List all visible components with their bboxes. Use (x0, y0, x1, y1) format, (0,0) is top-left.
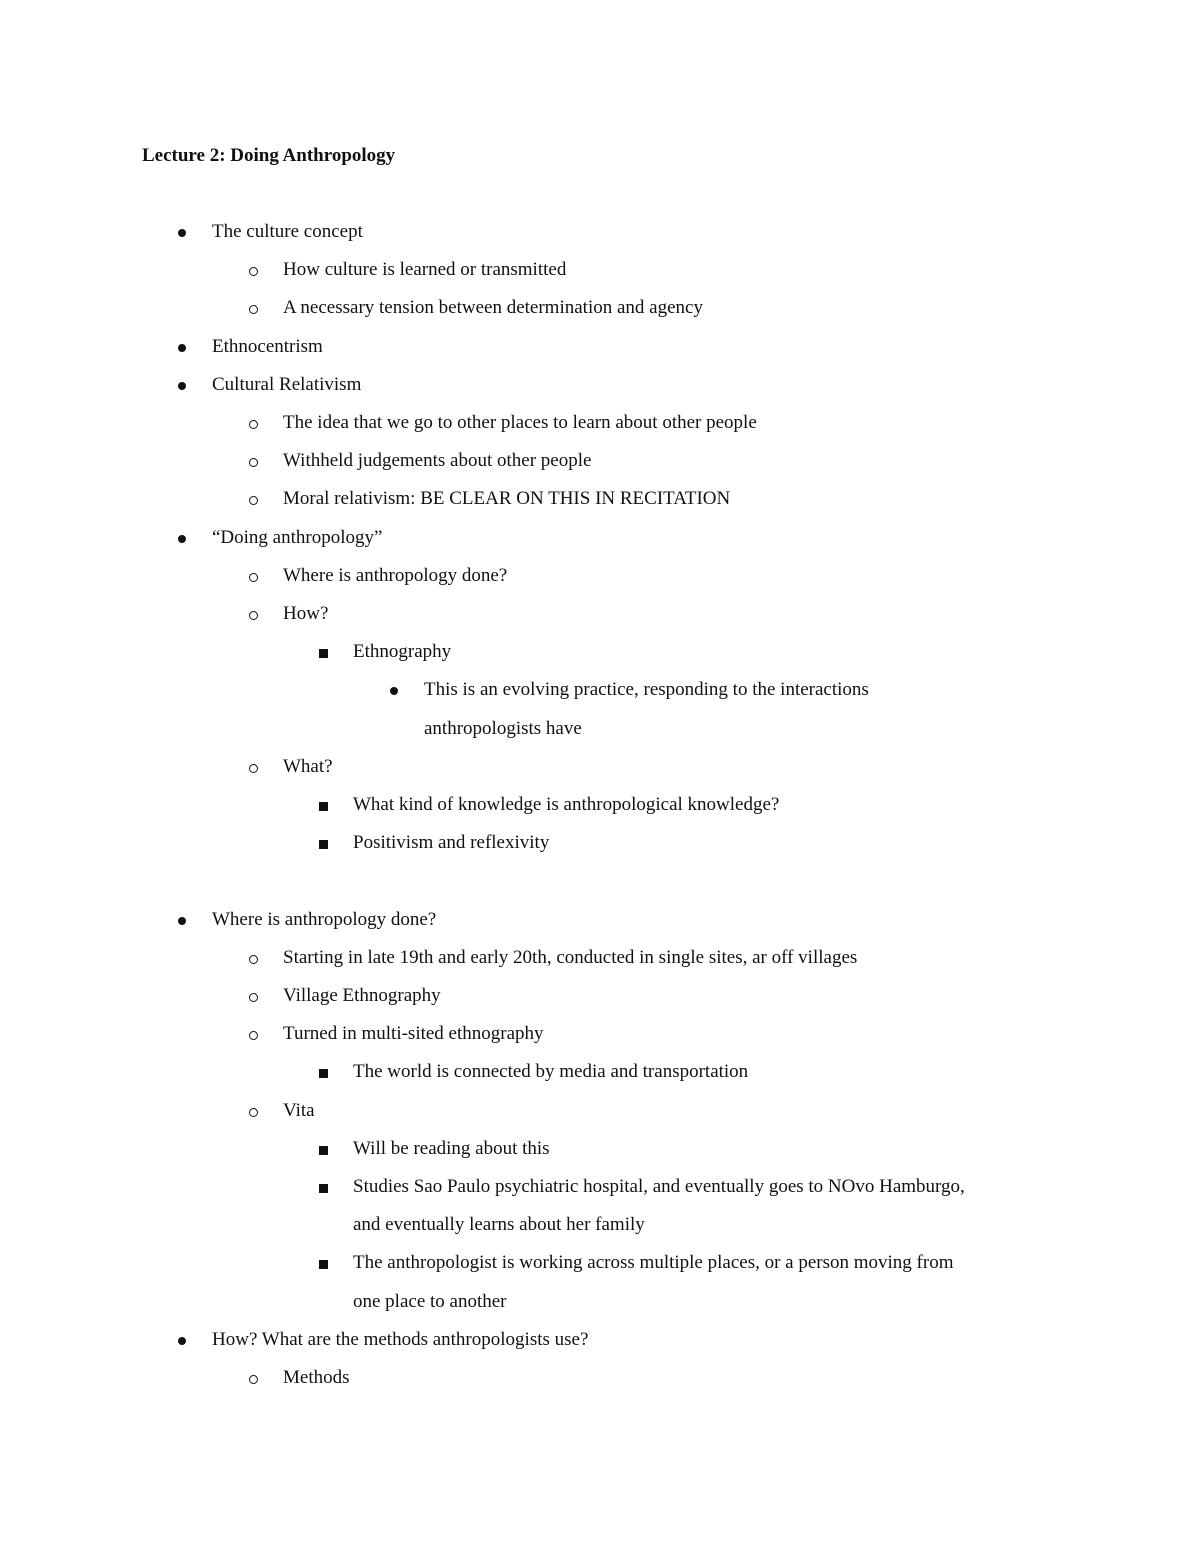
outline-item-text: Moral relativism: BE CLEAR ON THIS IN RECITATION (283, 488, 731, 510)
bullet-square-icon (319, 1069, 328, 1078)
bullet-disc-icon (390, 687, 398, 695)
outline-item-text: How? What are the methods anthropologists use? (212, 1328, 589, 1350)
outline-item-level-3 (353, 1289, 507, 1315)
outline-item-text: “Doing anthropology” (212, 526, 383, 548)
outline-item-level-1 (212, 1327, 588, 1353)
outline-item-text: anthropologists have (424, 717, 582, 739)
bullet-square-icon (319, 1146, 328, 1155)
outline-item-level-3 (353, 1174, 965, 1200)
outline-item-text: Where is anthropology done? (212, 908, 437, 930)
bullet-circle-icon (249, 611, 258, 620)
outline-item-level-2 (283, 754, 333, 780)
bullet-circle-icon (249, 267, 258, 276)
outline-item-text: The culture concept (212, 221, 363, 242)
outline-item-text: Methods (283, 1367, 350, 1388)
bullet-circle-icon (249, 764, 258, 773)
outline-item-level-2 (283, 601, 328, 627)
outline-item-text: What? (283, 755, 333, 777)
outline-item-text: Turned in multi-sited ethnography (283, 1023, 544, 1045)
outline-item-text: A necessary tension between determination and agency (283, 297, 703, 319)
outline-item-text: The idea that we go to other places to learn about other people (283, 412, 757, 433)
outline-item-level-2 (283, 448, 591, 474)
bullet-circle-icon (249, 993, 258, 1002)
outline-item-level-2 (283, 945, 857, 971)
outline-item-level-1 (212, 372, 361, 398)
page-title: Lecture 2: Doing Anthropology (142, 145, 396, 166)
bullet-disc-icon (178, 344, 186, 352)
outline-item-level-2 (283, 486, 730, 512)
outline-item-text: one place to another (353, 1290, 507, 1312)
outline-item-text: and eventually learns about her family (353, 1214, 645, 1236)
bullet-circle-icon (249, 573, 258, 582)
outline-item-text: Starting in late 19th and early 20th, conducted in single sites, ar off villages (283, 946, 858, 968)
outline-item-text: Positivism and reflexivity (353, 832, 550, 854)
outline-item-text: The anthropologist is working across multiple places, or a person moving from (353, 1252, 954, 1274)
outline-item-level-3 (353, 1059, 748, 1085)
outline-item-level-2 (283, 1365, 350, 1391)
outline-item-level-1 (212, 525, 382, 551)
outline-item-level-2 (283, 257, 566, 283)
bullet-square-icon (319, 1260, 328, 1269)
bullet-square-icon (319, 840, 328, 849)
outline-item-level-3 (353, 830, 549, 856)
bullet-circle-icon (249, 955, 258, 964)
bullet-disc-icon (178, 535, 186, 543)
outline-item-text: This is an evolving practice, responding to the interactions (424, 679, 869, 701)
bullet-disc-icon (178, 917, 186, 925)
bullet-circle-icon (249, 1031, 258, 1040)
outline-item-level-2 (283, 1098, 315, 1124)
outline-item-text: The world is connected by media and transportation (353, 1061, 749, 1083)
outline-item-level-3 (353, 1212, 645, 1238)
outline-item-level-3 (353, 1250, 954, 1276)
outline-item-level-1 (212, 334, 323, 360)
outline-item-level-2 (283, 295, 703, 321)
outline-item-level-1 (212, 907, 436, 933)
outline-item-text: What kind of knowledge is anthropological knowledge? (353, 794, 780, 815)
outline-item-level-2 (283, 563, 507, 589)
bullet-square-icon (319, 802, 328, 811)
outline-item-text: Ethnography (353, 641, 452, 663)
bullet-circle-icon (249, 496, 258, 505)
bullet-circle-icon (249, 1108, 258, 1117)
outline-item-text: Where is anthropology done? (283, 564, 508, 586)
outline-item-level-3 (353, 639, 451, 665)
outline-item-text: Studies Sao Paulo psychiatric hospital, and eventually goes to NOvo Hamburgo, (353, 1176, 965, 1197)
outline-item-text: Vita (283, 1099, 315, 1121)
outline-item-level-2 (283, 410, 757, 436)
outline-item-text: Will be reading about this (353, 1137, 550, 1159)
bullet-circle-icon (249, 458, 258, 467)
bullet-circle-icon (249, 305, 258, 314)
bullet-square-icon (319, 649, 328, 658)
bullet-disc-icon (178, 1337, 186, 1345)
bullet-circle-icon (249, 420, 258, 429)
outline-item-level-2 (283, 1021, 544, 1047)
outline-item-level-1 (212, 219, 363, 245)
outline-item-level-3 (353, 792, 779, 818)
bullet-disc-icon (178, 229, 186, 237)
outline-item-level-3 (353, 1136, 550, 1162)
outline-item-text: Withheld judgements about other people (283, 450, 592, 472)
bullet-disc-icon (178, 382, 186, 390)
outline-item-text: How? (283, 603, 329, 624)
bullet-circle-icon (249, 1375, 258, 1384)
outline-item-level-2 (283, 983, 441, 1009)
outline-item-text: Ethnocentrism (212, 335, 323, 357)
outline-item-level-4 (424, 716, 582, 742)
bullet-square-icon (319, 1184, 328, 1193)
outline-item-text: Village Ethnography (283, 985, 441, 1006)
outline-item-text: Cultural Relativism (212, 373, 362, 395)
outline-item-text: How culture is learned or transmitted (283, 259, 567, 281)
outline-item-level-4 (424, 677, 869, 703)
